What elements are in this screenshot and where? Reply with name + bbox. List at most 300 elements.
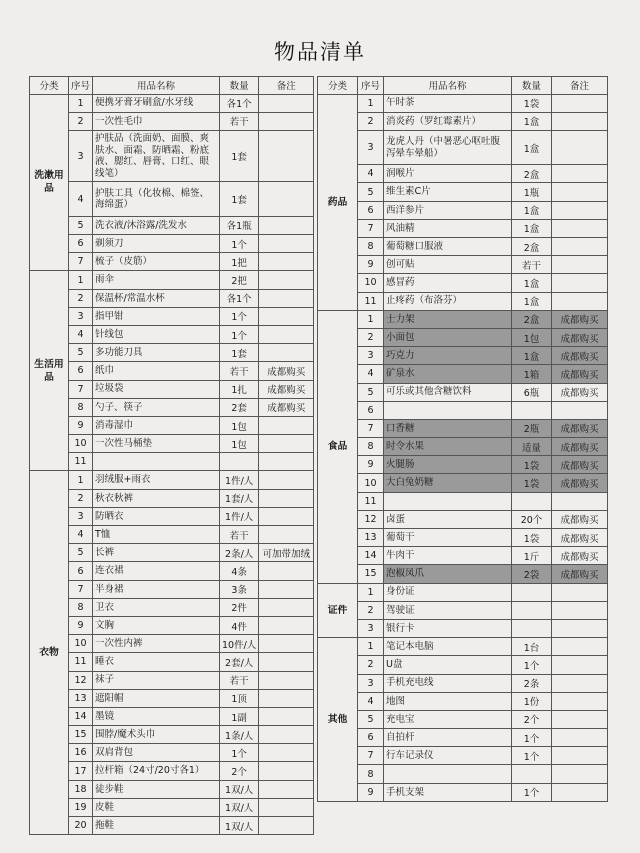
table-row [30,580,314,598]
item-name: 火腿肠 [384,456,512,474]
item-number: 6 [69,362,93,380]
item-name: 长裤 [93,544,220,562]
table-row [30,616,314,634]
item-number: 11 [358,492,384,510]
item-number: 5 [358,383,384,401]
item-note [259,453,314,471]
item-note: 成都购买 [552,365,608,383]
table-row [30,271,314,289]
item-quantity: 2条/人 [220,544,259,562]
item-note: 成都购买 [259,380,314,398]
item-name: 自拍杆 [384,729,512,747]
item-quantity: 1包 [220,416,259,434]
item-quantity: 2件 [220,598,259,616]
table-row [30,130,314,182]
item-note: 成都购买 [552,310,608,328]
table-row [30,726,314,744]
item-quantity: 若干 [220,112,259,130]
item-number: 9 [69,416,93,434]
item-note: 成都购买 [552,510,608,528]
item-note [259,780,314,798]
table-row [318,656,608,674]
item-name: 墨镜 [93,707,220,725]
item-note [552,201,608,219]
item-note [552,94,608,112]
item-quantity: 1个 [220,307,259,325]
item-number: 7 [358,419,384,437]
item-quantity: 若干 [512,256,552,274]
table-row [318,456,608,474]
item-number: 8 [69,398,93,416]
item-name: 创可贴 [384,256,512,274]
item-name: 消毒湿巾 [93,416,220,434]
item-quantity: 1包 [512,328,552,346]
table-row [318,601,608,619]
item-quantity: 1个 [220,744,259,762]
item-note: 成都购买 [552,529,608,547]
table-row [30,216,314,234]
item-note: 成都购买 [552,438,608,456]
item-quantity: 20个 [512,510,552,528]
item-quantity: 1个 [512,783,552,801]
table-row [318,638,608,656]
item-quantity: 各1个 [220,94,259,112]
item-quantity: 1袋 [512,456,552,474]
item-number: 10 [69,435,93,453]
item-number: 1 [358,310,384,328]
item-name: 遮阳帽 [93,689,220,707]
item-note [259,653,314,671]
item-number: 9 [358,456,384,474]
item-quantity: 1箱 [512,365,552,383]
item-number: 12 [69,671,93,689]
item-note [552,238,608,256]
item-number: 3 [69,130,93,182]
item-note: 成都购买 [552,328,608,346]
item-number: 9 [69,616,93,634]
item-name: 风油精 [384,219,512,237]
item-number: 18 [69,780,93,798]
item-quantity: 2盒 [512,238,552,256]
item-note: 可加带加绒 [259,544,314,562]
item-quantity: 1条/人 [220,726,259,744]
table-row [30,307,314,325]
item-note [552,692,608,710]
table-row [30,380,314,398]
table-row [318,219,608,237]
table-row [318,328,608,346]
item-note [552,583,608,601]
item-quantity: 1盒 [512,292,552,310]
item-number: 2 [69,489,93,507]
table-row [318,583,608,601]
item-quantity: 1个 [512,729,552,747]
header-item-name: 用品名称 [93,77,220,95]
item-number: 1 [69,94,93,112]
table-row [318,112,608,130]
item-note: 成都购买 [552,565,608,583]
item-name: 维生素C片 [384,183,512,201]
category-label: 证件 [318,583,358,638]
item-number: 2 [358,601,384,619]
table-row [318,492,608,510]
table-row [318,347,608,365]
item-name [384,765,512,783]
item-note [259,130,314,182]
item-name: 士力架 [384,310,512,328]
item-quantity: 2盒 [512,165,552,183]
table-row [30,707,314,725]
item-number: 4 [69,182,93,216]
item-note [552,292,608,310]
item-quantity [512,619,552,637]
item-quantity: 1袋 [512,474,552,492]
item-note [552,638,608,656]
item-number: 8 [358,438,384,456]
item-quantity: 2袋 [512,565,552,583]
item-number: 13 [69,689,93,707]
checklist-table-right [317,76,608,802]
table-row [318,510,608,528]
item-name: 羽绒服+雨衣 [93,471,220,489]
item-quantity: 10件/人 [220,635,259,653]
table-row [30,112,314,130]
table-row [30,453,314,471]
item-quantity: 1双/人 [220,780,259,798]
item-name: U盘 [384,656,512,674]
item-note [259,562,314,580]
item-number: 20 [69,817,93,835]
item-note [259,289,314,307]
item-note [259,182,314,216]
table-row [318,183,608,201]
item-name: 牛肉干 [384,547,512,565]
item-note [259,798,314,816]
item-quantity [512,765,552,783]
item-name: 笔记本电脑 [384,638,512,656]
item-name: 巧克力 [384,347,512,365]
item-number: 3 [69,307,93,325]
table-row [318,256,608,274]
table-row [30,562,314,580]
table-row [318,419,608,437]
item-number: 3 [358,674,384,692]
table-row [30,635,314,653]
header-number: 序号 [358,77,384,95]
item-number: 10 [358,474,384,492]
item-name: T恤 [93,526,220,544]
item-name: 可乐或其他含糖饮料 [384,383,512,401]
checklist-table-left [29,76,314,835]
item-note [259,580,314,598]
item-quantity: 适量 [512,438,552,456]
item-name: 梳子（皮筋） [93,253,220,271]
item-number: 2 [358,112,384,130]
item-quantity: 2条 [512,674,552,692]
item-number: 3 [358,347,384,365]
item-name: 护肤品（洗面奶、面膜、爽肤水、面霜、防晒霜、粉底液、腮红、唇膏、口红、眼线笔） [93,130,220,182]
item-number: 1 [358,94,384,112]
item-number: 6 [69,235,93,253]
item-number: 3 [69,507,93,525]
item-quantity: 1件/人 [220,507,259,525]
item-note: 成都购买 [552,456,608,474]
item-number: 6 [69,562,93,580]
item-name: 指甲钳 [93,307,220,325]
item-number: 2 [358,656,384,674]
item-number: 8 [358,238,384,256]
item-name: 感冒药 [384,274,512,292]
item-note [259,744,314,762]
item-number: 15 [69,726,93,744]
table-row [318,365,608,383]
item-name: 半身裙 [93,580,220,598]
item-note [259,507,314,525]
item-quantity: 2把 [220,271,259,289]
table-row [318,529,608,547]
item-quantity: 1包 [220,435,259,453]
item-number: 14 [358,547,384,565]
item-quantity: 1套/人 [220,489,259,507]
item-quantity [512,401,552,419]
item-name: 午时茶 [384,94,512,112]
item-number: 11 [358,292,384,310]
item-name: 拉杆箱（24寸/20寸各1） [93,762,220,780]
item-name: 时令水果 [384,438,512,456]
item-quantity: 2套 [220,398,259,416]
item-quantity: 2瓶 [512,419,552,437]
item-quantity: 若干 [220,671,259,689]
item-number: 8 [358,765,384,783]
table-row [318,692,608,710]
item-note [259,817,314,835]
item-quantity: 1盒 [512,112,552,130]
table-row [318,619,608,637]
item-number: 13 [358,529,384,547]
item-name: 充电宝 [384,710,512,728]
table-row [318,130,608,164]
table-row [318,565,608,583]
item-number: 7 [69,580,93,598]
item-quantity: 2套/人 [220,653,259,671]
item-quantity: 1件/人 [220,471,259,489]
item-quantity: 1双/人 [220,817,259,835]
header-category: 分类 [30,77,69,95]
table-row [318,401,608,419]
item-quantity [512,583,552,601]
table-row [30,598,314,616]
item-note: 成都购买 [552,547,608,565]
item-name: 剃须刀 [93,235,220,253]
item-note: 成都购买 [552,474,608,492]
item-note [259,616,314,634]
table-row [30,798,314,816]
item-quantity: 4件 [220,616,259,634]
item-quantity: 1个 [512,747,552,765]
item-name: 垃圾袋 [93,380,220,398]
item-number: 11 [69,453,93,471]
item-name: 秋衣秋裤 [93,489,220,507]
item-quantity: 1顶 [220,689,259,707]
item-name: 勺子、筷子 [93,398,220,416]
item-note [259,598,314,616]
table-row [318,438,608,456]
category-label: 生活用品 [30,271,69,471]
item-note [259,325,314,343]
item-note [259,216,314,234]
table-row [318,674,608,692]
table-row [30,289,314,307]
item-number: 16 [69,744,93,762]
table-row [30,362,314,380]
item-name: 睡衣 [93,653,220,671]
item-note: 成都购买 [552,419,608,437]
item-name: 拖鞋 [93,817,220,835]
item-name: 西洋参片 [384,201,512,219]
item-name: 银行卡 [384,619,512,637]
table-row [30,544,314,562]
item-number: 1 [358,638,384,656]
item-number: 4 [69,325,93,343]
item-name: 徒步鞋 [93,780,220,798]
item-number: 5 [358,183,384,201]
item-quantity: 1套 [220,130,259,182]
item-quantity: 1份 [512,692,552,710]
item-name: 卤蛋 [384,510,512,528]
item-number: 2 [69,112,93,130]
item-note [259,689,314,707]
item-quantity [220,453,259,471]
item-name: 身份证 [384,583,512,601]
table-row [30,344,314,362]
item-note [552,256,608,274]
item-number: 12 [358,510,384,528]
item-name [93,453,220,471]
item-number: 7 [69,380,93,398]
item-name: 便携牙膏牙刷盒/水牙线 [93,94,220,112]
item-name: 一次性马桶垫 [93,435,220,453]
item-name: 雨伞 [93,271,220,289]
item-number: 15 [358,565,384,583]
item-note [552,601,608,619]
item-note [259,526,314,544]
item-note [259,112,314,130]
item-name: 护肤工具（化妆棉、棉签、海绵蛋） [93,182,220,216]
table-row [30,398,314,416]
item-quantity: 4条 [220,562,259,580]
item-number: 4 [69,526,93,544]
table-row [30,253,314,271]
item-name: 止疼药（布洛芬） [384,292,512,310]
item-number: 19 [69,798,93,816]
item-note: 成都购买 [552,383,608,401]
table-row [30,744,314,762]
category-label: 其他 [318,638,358,802]
item-quantity: 1袋 [512,529,552,547]
item-number: 4 [358,365,384,383]
header-item-name: 用品名称 [384,77,512,95]
item-name: 围脖/魔术头巾 [93,726,220,744]
item-name: 葡萄糖口服液 [384,238,512,256]
item-number: 6 [358,201,384,219]
item-name: 洗衣液/沐浴露/洗发水 [93,216,220,234]
table-row [318,165,608,183]
item-number: 11 [69,653,93,671]
item-name: 针线包 [93,325,220,343]
table-row [318,310,608,328]
item-name: 小面包 [384,328,512,346]
table-row [30,507,314,525]
item-number: 9 [358,783,384,801]
item-note [259,344,314,362]
item-name: 泡椒凤爪 [384,565,512,583]
table-row [318,238,608,256]
item-note [552,165,608,183]
item-name: 袜子 [93,671,220,689]
table-row [30,671,314,689]
item-quantity: 各1瓶 [220,216,259,234]
item-number: 2 [358,328,384,346]
item-note [259,271,314,289]
table-row [30,762,314,780]
category-label: 食品 [318,310,358,583]
item-name: 葡萄干 [384,529,512,547]
item-name: 驾驶证 [384,601,512,619]
item-number: 17 [69,762,93,780]
item-name: 纸巾 [93,362,220,380]
item-quantity: 3条 [220,580,259,598]
item-number: 10 [358,274,384,292]
table-row [30,235,314,253]
item-quantity: 1盒 [512,219,552,237]
table-row [30,471,314,489]
header-category: 分类 [318,77,358,95]
item-name: 一次性毛巾 [93,112,220,130]
item-number: 7 [358,747,384,765]
table-row [318,274,608,292]
item-name: 多功能刀具 [93,344,220,362]
item-quantity: 1台 [512,638,552,656]
item-number: 3 [358,130,384,164]
item-note [552,619,608,637]
item-note [259,94,314,112]
table-row [30,435,314,453]
item-note [552,656,608,674]
item-name: 地图 [384,692,512,710]
item-name [384,492,512,510]
item-number: 10 [69,635,93,653]
item-name: 保温杯/常温水杯 [93,289,220,307]
item-number: 3 [358,619,384,637]
table-row [30,416,314,434]
item-note: 成都购买 [552,347,608,365]
item-number: 7 [358,219,384,237]
item-quantity: 各1个 [220,289,259,307]
item-quantity: 1个 [512,656,552,674]
item-number: 9 [358,256,384,274]
item-number: 14 [69,707,93,725]
item-note [259,489,314,507]
item-name: 矿泉水 [384,365,512,383]
table-row [30,817,314,835]
item-name: 润喉片 [384,165,512,183]
header-note: 备注 [552,77,608,95]
item-note [259,471,314,489]
item-number: 5 [69,216,93,234]
item-number: 8 [69,598,93,616]
item-quantity: 1袋 [512,94,552,112]
item-note [259,762,314,780]
